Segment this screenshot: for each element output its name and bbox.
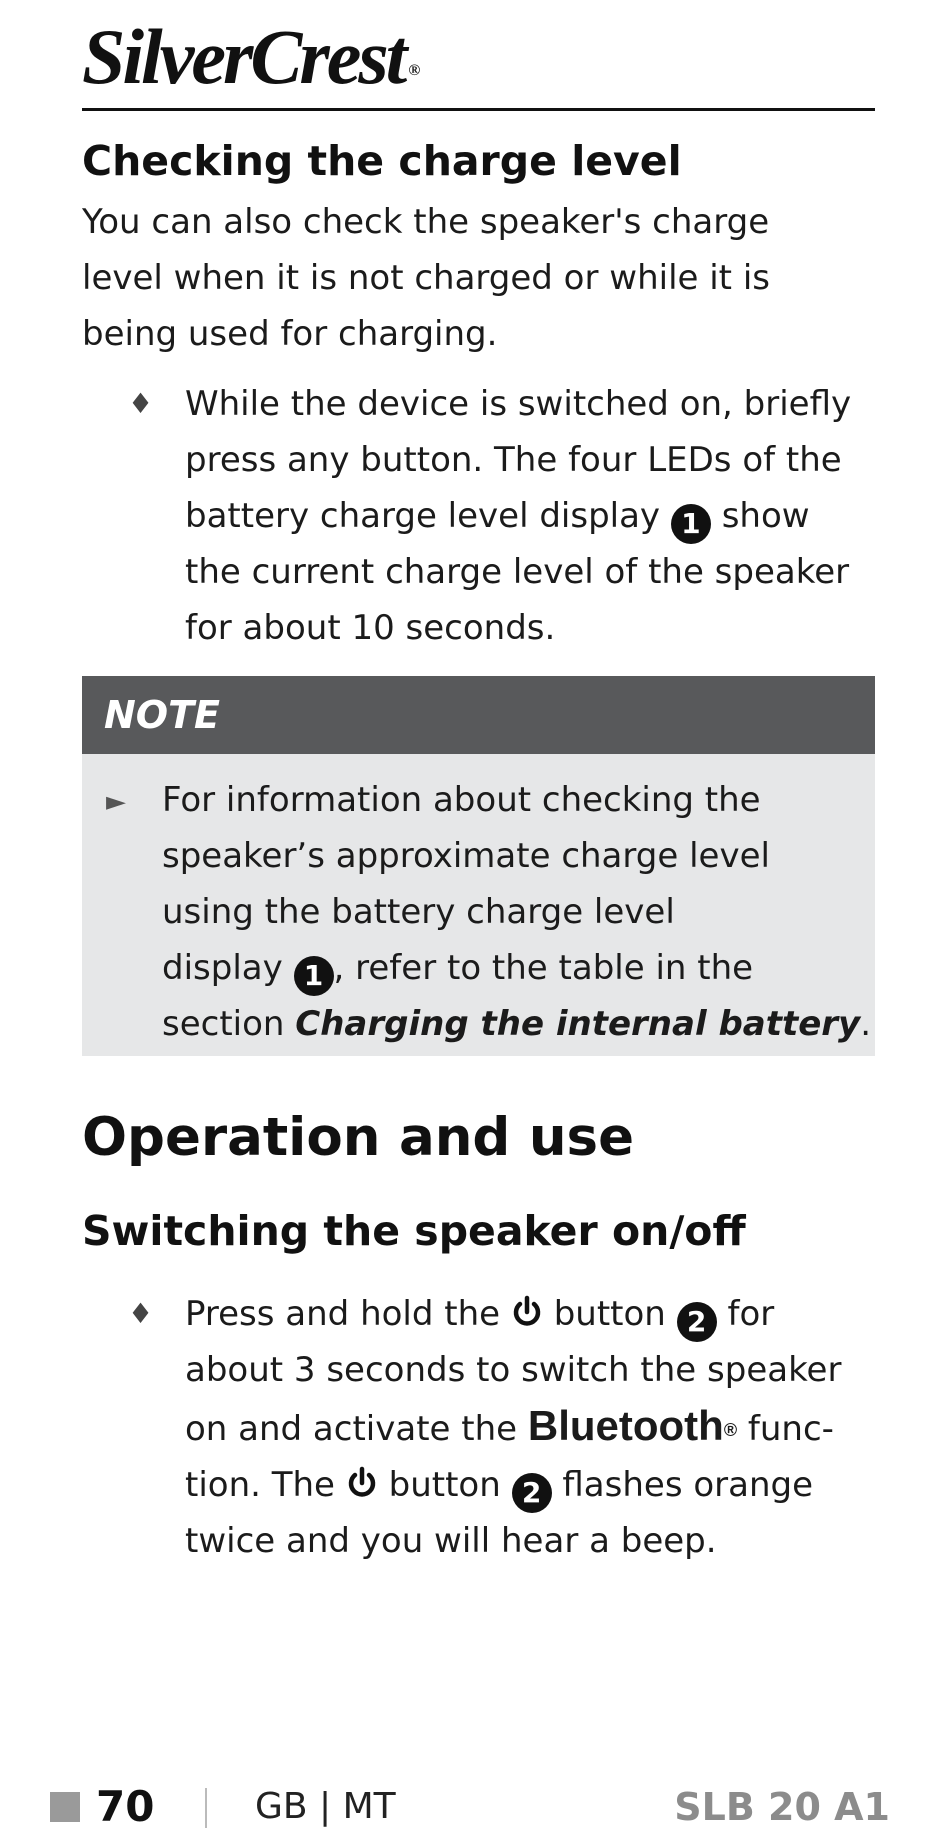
bullet-text-fragment: for <box>727 1294 775 1334</box>
section-reference: Charging the internal battery <box>295 1004 861 1044</box>
note-label: NOTE <box>104 693 220 737</box>
power-icon <box>346 1466 378 1502</box>
note-line: For information about checking the <box>162 780 761 820</box>
bullet-line <box>185 1457 841 1513</box>
note-header <box>82 676 875 754</box>
bluetooth-wordmark <box>528 1402 737 1449</box>
bluetooth-word: Bluetooth <box>527 1402 724 1449</box>
note-text-fragment: , refer to the table in the <box>333 948 754 988</box>
bullet-text-fragment: func- <box>747 1409 834 1449</box>
intro-line: You can also check the speaker's charge <box>82 202 770 242</box>
note-text-fragment: . <box>860 1004 872 1044</box>
bullet-text-fragment: show <box>721 496 810 536</box>
arrow-bullet-icon: ► <box>106 787 126 817</box>
bullet-line <box>185 1398 841 1457</box>
reference-number-badge: 2 <box>677 1302 717 1342</box>
footer-languages: GB | MT <box>255 1786 396 1827</box>
note-text-fragment: display <box>162 948 283 988</box>
brand-registered-mark: ® <box>408 62 421 79</box>
note-text-fragment: section <box>162 1004 285 1044</box>
bullet-line: twice and you will hear a beep. <box>185 1521 717 1561</box>
bullet-text <box>185 1286 841 1569</box>
bullet-text-fragment: button <box>388 1465 501 1505</box>
intro-line: being used for charging. <box>82 314 498 354</box>
bullet-line: about 3 seconds to switch the speaker <box>185 1350 842 1390</box>
bullet-text-fragment: battery charge level display <box>185 496 661 536</box>
bullet-line <box>185 1286 841 1342</box>
page-footer <box>0 1780 950 1836</box>
heading-operation-and-use: Operation and use <box>82 1107 635 1168</box>
heading-checking-charge-level: Checking the charge level <box>82 137 682 185</box>
note-line <box>162 940 871 996</box>
page-number: 70 <box>96 1782 155 1831</box>
reference-number-badge: 1 <box>671 504 711 544</box>
header-rule <box>82 108 875 111</box>
bullet-text-fragment: tion. The <box>185 1465 335 1505</box>
reference-number-badge: 2 <box>512 1473 552 1513</box>
footer-divider <box>205 1788 207 1828</box>
intro-paragraph <box>82 194 872 362</box>
brand-logo <box>82 13 421 100</box>
bullet-text-fragment: button <box>553 1294 666 1334</box>
bluetooth-registered-mark: ® <box>723 1420 738 1440</box>
bullet-line: for about 10 seconds. <box>185 608 556 648</box>
note-line: speaker’s approximate charge level <box>162 836 770 876</box>
bullet-text-fragment: on and activate the <box>185 1409 518 1449</box>
footer-square-icon <box>50 1792 80 1822</box>
bullet-line: press any button. The four LEDs of the <box>185 440 842 480</box>
bullet-line <box>185 488 851 544</box>
note-line: using the battery charge level <box>162 892 675 932</box>
diamond-bullet-icon: ♦ <box>128 1297 154 1330</box>
footer-model: SLB 20 A1 <box>674 1785 890 1829</box>
bullet-text-fragment: flashes orange <box>562 1465 814 1505</box>
bullet-text-fragment: Press and hold the <box>185 1294 501 1334</box>
intro-line: level when it is not charged or while it is <box>82 258 770 298</box>
brand-name: SilverCrest <box>82 13 405 100</box>
note-line <box>162 996 871 1052</box>
bullet-line: the current charge level of the speaker <box>185 552 850 592</box>
power-icon <box>511 1295 543 1331</box>
note-body <box>82 754 875 1056</box>
diamond-bullet-icon: ♦ <box>128 387 154 420</box>
reference-number-badge: 1 <box>294 956 334 996</box>
heading-switching-speaker: Switching the speaker on/off <box>82 1207 746 1255</box>
bullet-text <box>185 376 851 656</box>
bullet-line: While the device is switched on, briefly <box>185 384 852 424</box>
note-text <box>162 772 871 1052</box>
